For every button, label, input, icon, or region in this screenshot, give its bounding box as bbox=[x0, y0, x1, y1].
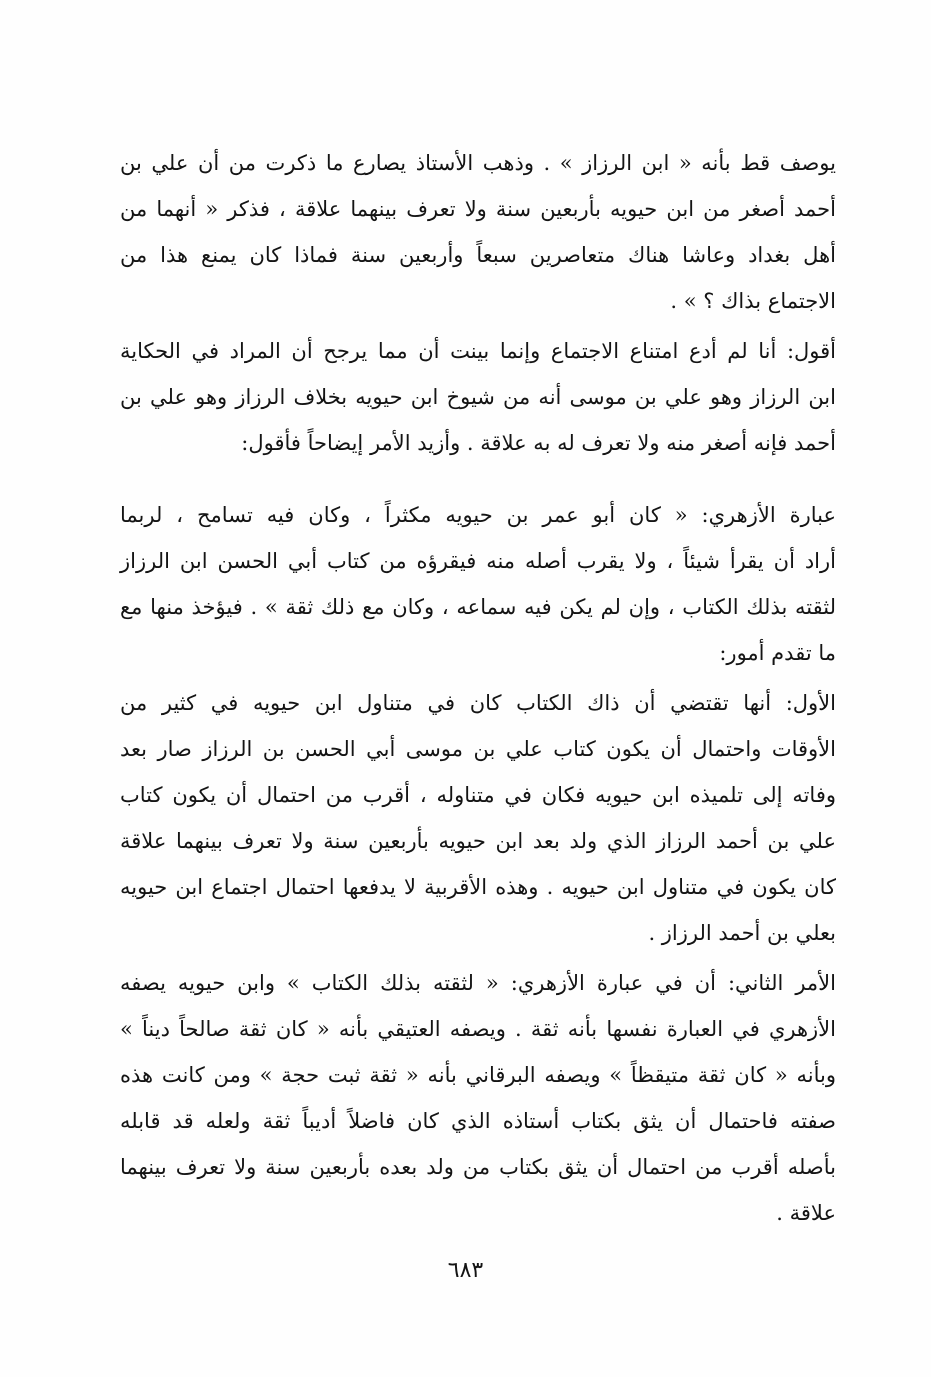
text-line: الاجتماع بذاك ؟ » . bbox=[670, 289, 836, 313]
text-line: عبارة الأزهري: « كان أبو عمر بن حيويه مكثراً ، وكان فيه تسامح ، لربما bbox=[120, 503, 836, 527]
text-line: أراد أن يقرأ شيئاً ، ولا يقرب أصله منه فيقرؤه من كتاب أبي الحسن ابن الرزاز bbox=[120, 549, 836, 573]
text-line: الأمر الثاني: أن في عبارة الأزهري: « لثقته بذلك الكتاب » وابن حيويه يصفه bbox=[120, 971, 836, 995]
text-line: كان يكون في متناول ابن حيويه . وهذه الأقربية لا يدفعها احتمال اجتماع ابن حيويه bbox=[120, 875, 836, 899]
text-line: أحمد فإنه أصغر منه ولا تعرف له به علاقة . وأزيد الأمر إيضاحاً فأقول: bbox=[241, 431, 836, 455]
text-line: علاقة . bbox=[776, 1201, 836, 1225]
text-line: الأوقات واحتمال أن يكون كتاب علي بن موسى أبي الحسن بن الرزاز صار بعد bbox=[120, 737, 836, 761]
paragraph-4 bbox=[120, 680, 836, 956]
text-line: أحمد أصغر من ابن حيويه بأربعين سنة ولا تعرف بينهما علاقة ، فذكر « أنهما من bbox=[120, 197, 836, 221]
page-number: ٦٨٣ bbox=[447, 1258, 484, 1283]
text-line: ما تقدم أمور: bbox=[719, 641, 836, 665]
text-line: بعلي بن أحمد الرزاز . bbox=[648, 921, 836, 945]
paragraph-3 bbox=[120, 492, 836, 676]
text-line: أقول: أنا لم أدع امتناع الاجتماع وإنما بينت أن مما يرجح أن المراد في الحكاية bbox=[120, 339, 836, 363]
text-line: صفته فاحتمال أن يثق بكتاب أستاذه الذي كان فاضلاً أديباً ثقة ولعله قد قابله bbox=[120, 1109, 836, 1133]
text-line: الأزهري في العبارة نفسها بأنه ثقة . ويصفه العتيقي بأنه « كان ثقة صالحاً ديناً » bbox=[120, 1017, 836, 1041]
text-line: علي بن أحمد الرزاز الذي ولد بعد ابن حيويه بأربعين سنة ولا تعرف بينهما علاقة bbox=[120, 829, 836, 853]
text-line: الأول: أنها تقتضي أن ذاك الكتاب كان في متناول ابن حيويه في كثير من bbox=[120, 691, 836, 715]
text-line: يوصف قط بأنه « ابن الرزاز » . وذهب الأستاذ يصارع ما ذكرت من أن علي بن bbox=[120, 151, 836, 175]
paragraph-5 bbox=[120, 960, 836, 1236]
paragraph-1 bbox=[120, 140, 836, 324]
text-line: ابن الرزاز وهو علي بن موسى أنه من شيوخ ابن حيويه بخلاف الرزاز وهو علي بن bbox=[120, 385, 836, 409]
text-line: بأصله أقرب من احتمال أن يثق بكتاب من ولد بعده بأربعين سنة ولا تعرف بينهما bbox=[120, 1155, 836, 1179]
paragraph-2 bbox=[120, 328, 836, 466]
text-line: لثقته بذلك الكتاب ، وإن لم يكن فيه سماعه ، وكان مع ذلك ثقة » . فيؤخذ منها مع bbox=[120, 595, 836, 619]
text-line: وبأنه « كان ثقة متيقظاً » ويصفه البرقاني بأنه « ثقة ثبت حجة » ومن كانت هذه bbox=[120, 1063, 836, 1087]
text-line: وفاته إلى تلميذه ابن حيويه فكان في متناوله ، أقرب من احتمال أن يكون كتاب bbox=[120, 783, 836, 807]
text-line: أهل بغداد وعاشا هناك متعاصرين سبعاً وأربعين سنة فماذا كان يمنع هذا من bbox=[120, 243, 836, 267]
